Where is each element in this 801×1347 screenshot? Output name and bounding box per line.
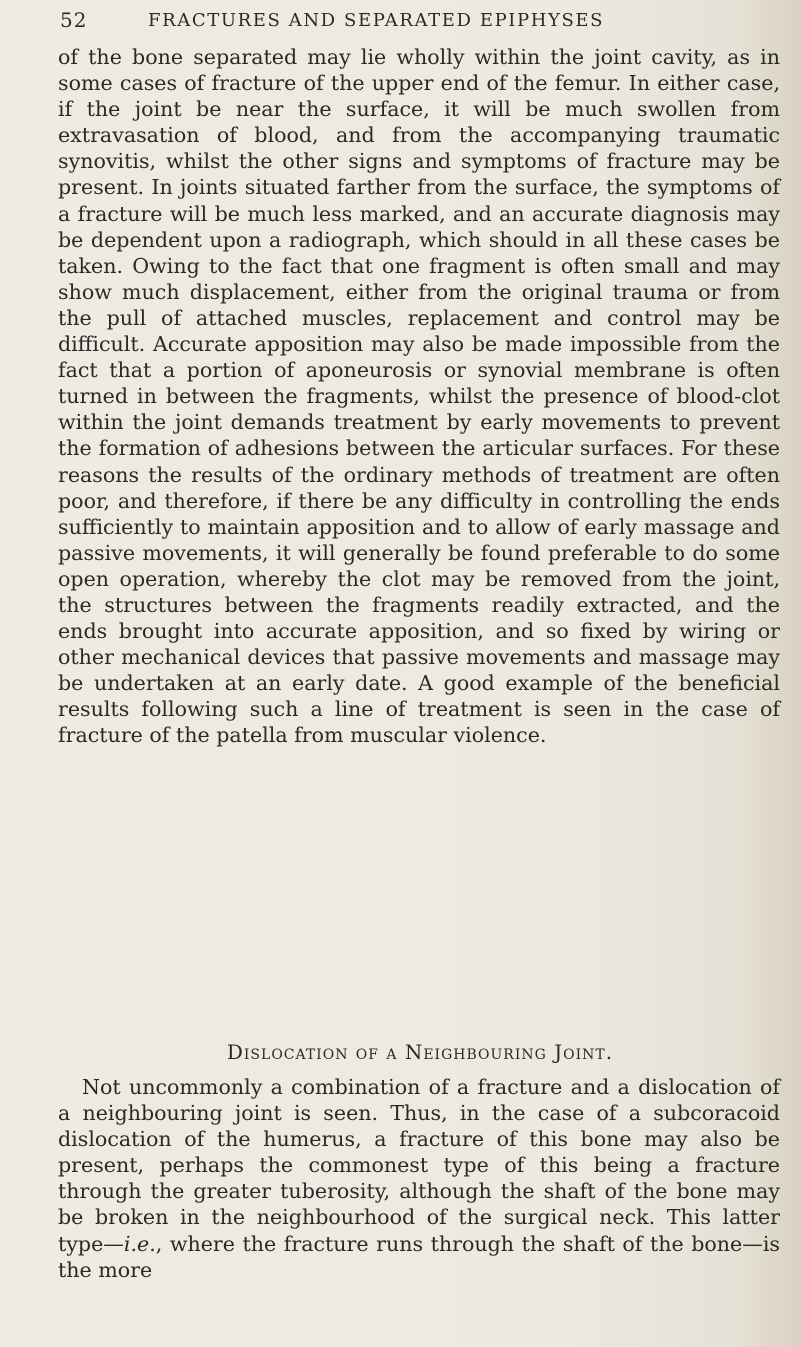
running-title: FRACTURES AND SEPARATED EPIPHYSES <box>148 10 605 31</box>
section-heading: Dislocation of a Neighbouring Joint. <box>226 1040 614 1064</box>
body-text <box>58 44 780 749</box>
running-head <box>60 8 780 34</box>
paragraph-text-part-2: , where the fracture runs through the shaft of the bone—is the more <box>58 1231 780 1282</box>
body-text-section <box>58 1074 780 1283</box>
paragraph-continued: of the bone separated may lie wholly within the joint cavity, as in some cases of fracture of the upper end of the femur. In either case, if the joint be near the surface, it will be much swollen from extravasation of blood, and from the accompanying traumatic synovitis, whilst the other signs and symptoms of fracture may be present. In joints situated farther from the surface, the symptoms of a fracture will be much less marked, and an accurate diagnosis may be dependent upon a radiograph, which should in all these cases be taken. Owing to the fact that one fragment is often small and may show much displacement, either from the original trauma or from the pull of attached muscles, replacement and control may be difficult. Accurate apposition may also be made impossible from the fact that a portion of aponeurosis or synovial membrane is often turned in between the fragments, whilst the presence of blood-clot within the joint demands treatment by early movements to prevent the formation of adhesions between the articular surfaces. For these reasons the results of the ordinary methods of treatment are often poor, and therefore, if there be any difficulty in controlling the ends sufficiently to maintain apposition and to allow of early massage and passive movements, it will generally be found preferable to do some open operation, whereby the clot may be removed from the joint, the structures between the fragments readily extracted, and the ends brought into accurate apposition, and so fixed by wiring or other mechanical devices that passive movements and massage may be undertaken at an early date. A good example of the beneficial results following such a line of treatment is seen in the case of fracture of the patella from muscular violence. <box>58 45 780 748</box>
paragraph-text-ie: i.e. <box>123 1231 156 1256</box>
page-number: 52 <box>60 8 88 32</box>
paragraph-text-part-1: Not uncommonly a combination of a fracture and a dislocation of a neighbouring joint is seen. Thus, in the case of a subcoracoid dislocation of the humerus, a fracture of this bone may also be present, perhaps the commonest type of this being a fracture through the greater tuberosity, although the shaft of the bone may be broken in the neighbourhood of the surgical neck. This latter type— <box>58 1075 780 1256</box>
paragraph-dislocation <box>58 1074 780 1283</box>
